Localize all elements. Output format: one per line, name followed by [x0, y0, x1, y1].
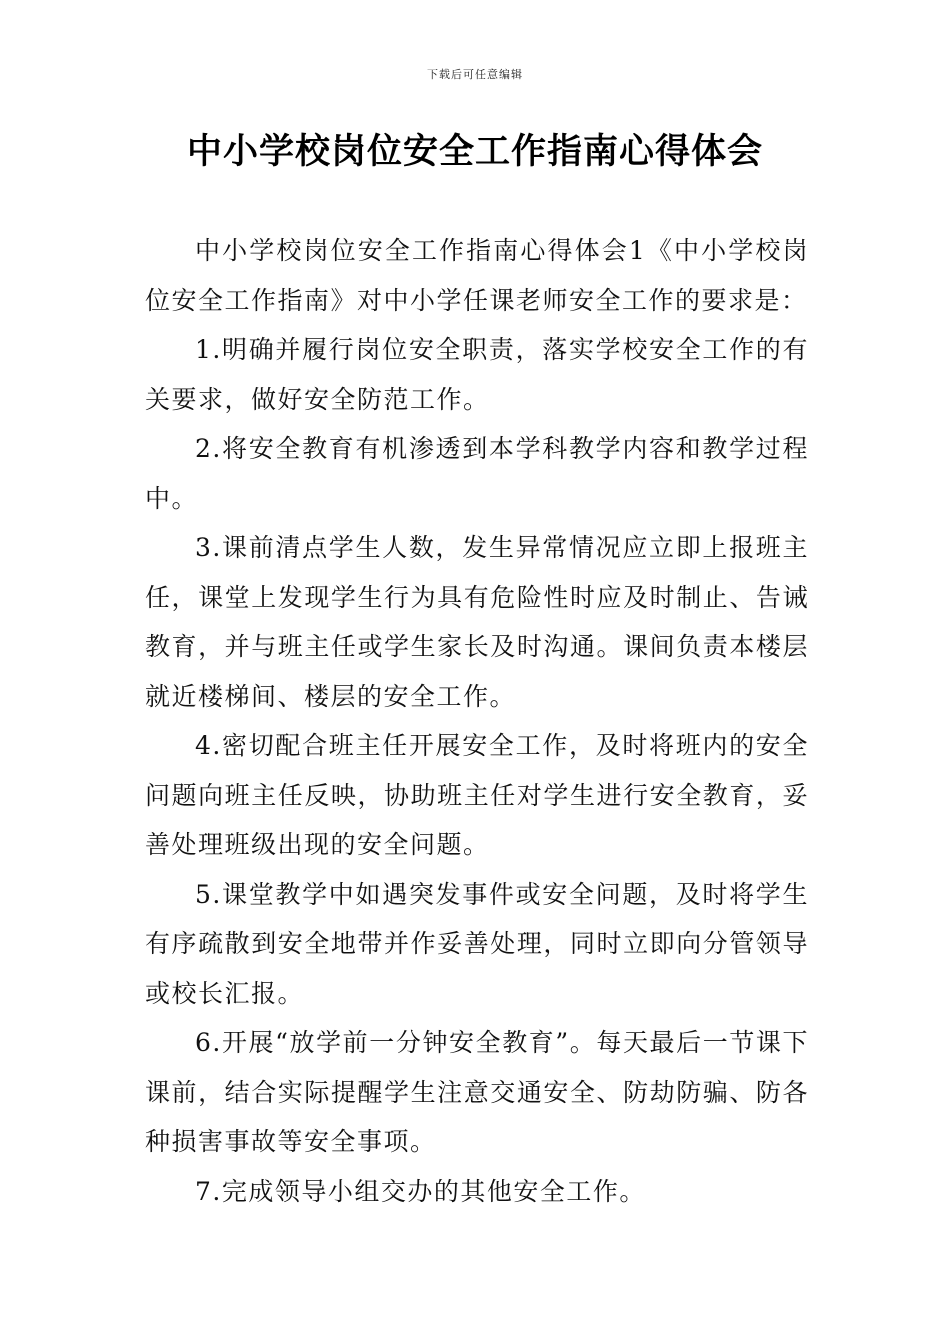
paragraph-item-1: 1.明确并履行岗位安全职责，落实学校安全工作的有关要求，做好安全防范工作。: [145, 335, 809, 414]
paragraph-item-3: 3.课前清点学生人数，发生异常情况应立即上报班主任，课堂上发现学生行为具有危险性时应及时制止、告诫教育，并与班主任或学生家长及时沟通。课间负责本楼层就近楼梯间、楼层的安全工作。: [145, 533, 809, 711]
document-title: 中小学校岗位安全工作指南心得体会: [186, 132, 763, 172]
paragraph-item-4: 4.密切配合班主任开展安全工作，及时将班内的安全问题向班主任反映，协助班主任对学生进行安全教育，妥善处理班级出现的安全问题。: [145, 731, 809, 859]
paragraph-item-6: 6.开展“放学前一分钟安全教育”。每天最后一节课下课前，结合实际提醒学生注意交通安全、防劫防骗、防各种损害事故等安全事项。: [145, 1028, 809, 1156]
paragraph-item-5: 5.课堂教学中如遇突发事件或安全问题，及时将学生有序疏散到安全地带并作妥善处理，同时立即向分管领导或校长汇报。: [145, 879, 809, 1008]
document-body: [145, 226, 809, 1216]
paragraph-item-2: 2.将安全教育有机渗透到本学科教学内容和教学过程中。: [145, 434, 809, 513]
paragraph-intro: 中小学校岗位安全工作指南心得体会1《中小学校岗位安全工作指南》对中小学任课老师安全工作的要求是：: [145, 236, 809, 315]
paragraph-item-7: 7.完成领导小组交办的其他安全工作。: [195, 1176, 646, 1206]
header-note: 下载后可任意编辑: [427, 68, 523, 81]
